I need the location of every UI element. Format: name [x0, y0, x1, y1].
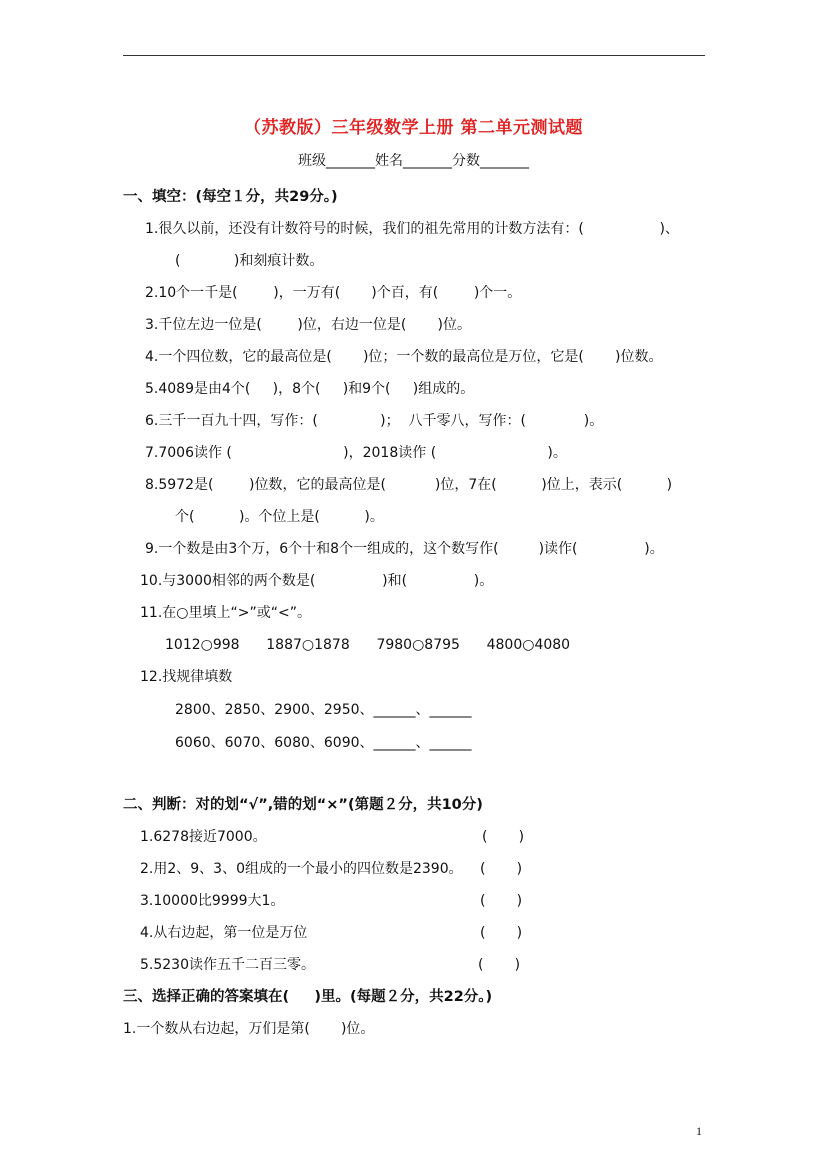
judge-item-4: 4.从右边起，第一位是万位	[140, 925, 308, 941]
student-info-line: 班级_______姓名_______分数_______	[298, 153, 529, 169]
question-8b: 个( )。个位上是( )。	[175, 509, 384, 525]
question-12-row2: 6060、6070、6080、6090、______、______	[175, 735, 472, 751]
question-11-items: 1012○998 1887○1878 7980○8795 4800○4080	[165, 637, 571, 653]
question-1a: 1.很久以前，还没有计数符号的时候，我们的祖先常用的计数方法有：( )、	[145, 221, 679, 237]
question-12: 12.找规律填数	[140, 669, 233, 685]
section2-heading: 二、判断：对的划“√”,错的划“×”(第题２分，共10分)	[123, 797, 483, 813]
choice-question-1: 1.一个数从右边起，万们是第( )位。	[123, 1021, 375, 1037]
question-2: 2.10个一千是( )，一万有( )个百，有( )个一。	[145, 285, 522, 301]
question-6: 6.三千一百九十四，写作：( )； 八千零八，写作：( )。	[145, 413, 604, 429]
judge-paren-1: ( )	[482, 829, 525, 845]
judge-item-1: 1.6278接近7000。	[140, 829, 267, 845]
judge-paren-2: ( )	[480, 861, 523, 877]
question-5: 5.4089是由4个( )，8个( )和9个( )组成的。	[145, 381, 475, 397]
question-3: 3.千位左边一位是( )位，右边一位是( )位。	[145, 317, 471, 333]
question-12-row1: 2800、2850、2900、2950、______、______	[175, 702, 472, 718]
question-9: 9.一个数是由3个万，6个十和8个一组成的，这个数写作( )读作( )。	[145, 541, 664, 557]
judge-paren-5: ( )	[478, 957, 521, 973]
question-4: 4.一个四位数，它的最高位是( )位；一个数的最高位是万位，它是( )位数。	[145, 349, 663, 365]
question-11: 11.在○里填上“>”或“<”。	[140, 605, 311, 621]
judge-item-3: 3.10000比9999大1。	[140, 893, 285, 909]
judge-item-2: 2.用2、9、3、0组成的一个最小的四位数是2390。	[140, 861, 463, 877]
judge-paren-3: ( )	[480, 893, 523, 909]
header-rule	[123, 55, 705, 56]
judge-paren-4: ( )	[480, 925, 523, 941]
question-1b: ( )和刻痕计数。	[175, 253, 324, 269]
section3-heading: 三、选择正确的答案填在( )里。(每题２分，共22分。)	[123, 989, 493, 1005]
judge-item-5: 5.5230读作五千二百三零。	[140, 957, 315, 973]
section1-heading: 一、填空：(每空１分，共29分。)	[123, 189, 338, 205]
page-title: （苏教版）三年级数学上册 第二单元测试题	[244, 118, 583, 138]
question-7: 7.7006读作 ( )，2018读作 ( )。	[145, 445, 567, 461]
question-8a: 8.5972是( )位数，它的最高位是( )位，7在( )位上，表示( )	[145, 477, 673, 493]
question-10: 10.与3000相邻的两个数是( )和( )。	[140, 573, 494, 589]
page-number: 1	[696, 1124, 702, 1138]
